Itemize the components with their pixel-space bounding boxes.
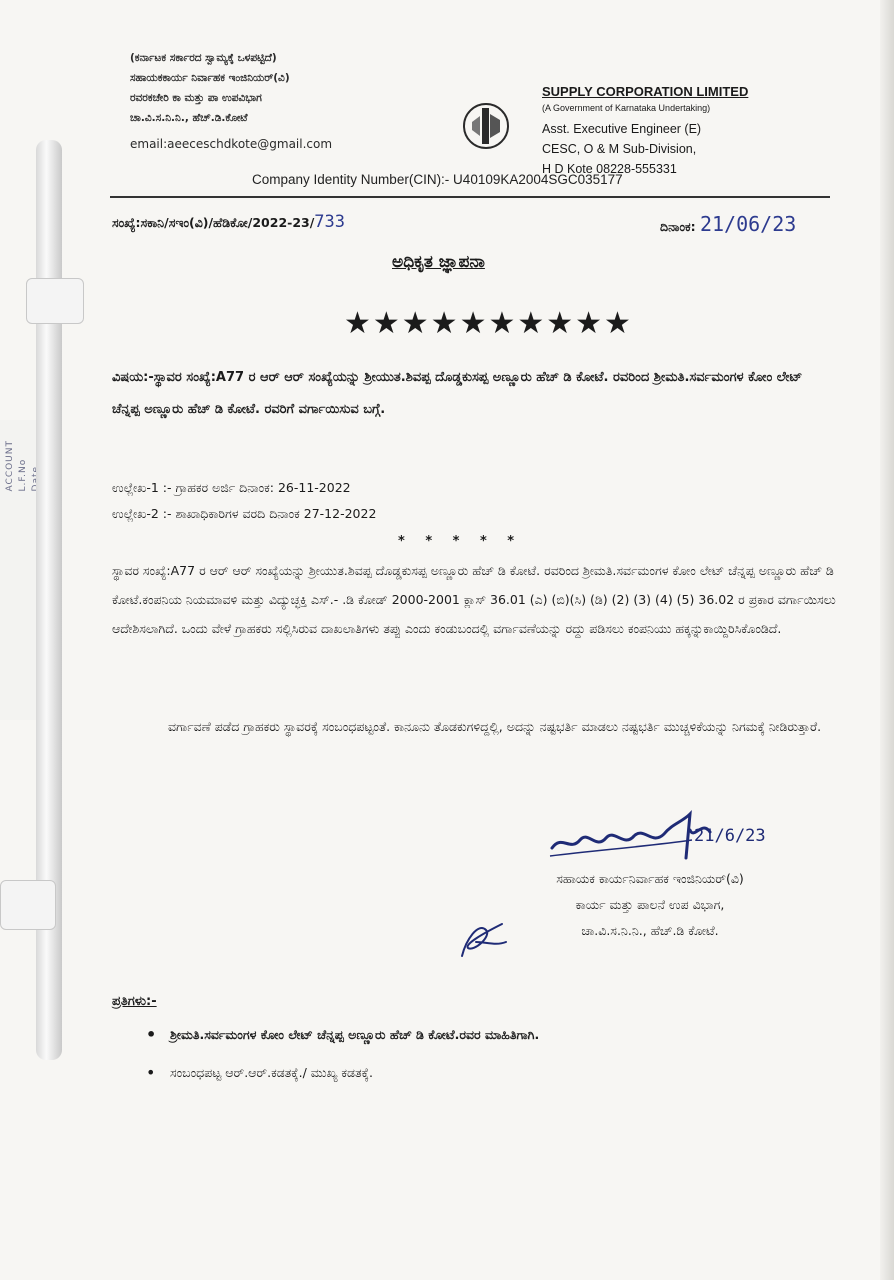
signatory-block: [490, 866, 810, 944]
document-title: ಅಧಿಕೃತ ಜ್ಞಾಪನಾ: [392, 252, 485, 272]
copies-list-item: • ಸಂಬಂಧಪಟ್ಟ ಆರ್.ಆರ್.ಕಡತಕ್ಕೆ./ ಮುಖ್ಯ ಕಡತಕ್ಕೆ.: [146, 1054, 826, 1092]
reference-line-2: ಉಲ್ಲೇಖ-2 :- ಶಾಖಾಧಿಕಾರಿಗಳ ವರದಿ ದಿನಾಂಕ 27-12-2022: [112, 506, 377, 521]
initials-scribble: [456, 912, 510, 962]
header-divider: [110, 196, 830, 198]
page-edge-shadow: [880, 0, 894, 1280]
copies-list-item: • ಶ್ರೀಮತಿ.ಸರ್ವಮಂಗಳ ಕೋಂ ಲೇಟ್ ಚೆನ್ನಪ್ಪ ಅಣ್ಣೂರು ಹೆಚ್ ಡಿ ಕೋಟೆ.ರವರ ಮಾಹಿತಿಗಾಗಿ.: [146, 1016, 826, 1054]
company-cin: Company Identity Number(CIN):- U40109KA2004SGC035177: [252, 172, 623, 187]
binder-clip-bottom: [0, 880, 56, 930]
star-divider: ★★★★★★★★★★: [344, 306, 633, 341]
letterhead-left-line: ಚಾ.ವಿ.ಸ.ನಿ.ನಿ., ಹೆಚ್.ಡಿ.ಕೋಟೆ: [130, 112, 248, 124]
date-handwritten-value: 21/06/23: [699, 212, 797, 236]
reference-line-1: ಉಲ್ಲೇಖ-1 :- ಗ್ರಾಹಕರ ಅರ್ಜಿ ದಿನಾಂಕ: 26-11-2022: [112, 480, 351, 495]
reference-handwritten-number: 733: [314, 212, 346, 232]
letterhead-right: [542, 84, 802, 179]
office-email: email:aeeceschdkote@gmail.com: [130, 137, 333, 151]
signature-handwritten-date: 21/6/23: [694, 826, 766, 846]
signatory-line: ಚಾ.ವಿ.ಸ.ನಿ.ನಿ., ಹೆಚ್.ಡಿ ಕೋಟೆ.: [581, 923, 719, 938]
reference-label: ಸಂಖ್ಯೆ:ಸಕಾನಿ/ಸಇಂ(ವಿ)/ಹೆಡಿಕೋ/2022-23/: [112, 215, 315, 230]
office-division: CESC, O & M Sub-Division,: [542, 142, 697, 156]
letterhead-left-line: ಸಹಾಯಕಕಾರ್ಯ ನಿರ್ವಾಹಕ ಇಂಜಿನಿಯರ್(ವಿ): [130, 72, 290, 84]
body-paragraph-1: ಸ್ಥಾವರ ಸಂಖ್ಯೆ:A77 ರ ಆರ್ ಆರ್ ಸಂಖ್ಯೆಯನ್ನು ಶ್ರೀಯುತ.ಶಿವಪ್ಪ ದೊಡ್ಡಕುಸಪ್ಪ ಅಣ್ಣೂರು ಹೆಚ್ ಡಿ ಕೋಟೆ. ರವರಿಂದ ಶ್ರೀಮತಿ.ಸರ್ವಮಂಗಳ ಕೋಂ ಲೇಟ್ ಚೆನ್ನಪ್ಪ ಅಣ್ಣೂರು ಹೆಚ್ ಡಿ ಕೋಟೆ.ಕಂಪನಿಯ ನಿಯಮಾವಳಿ ಮತ್ತು ವಿದ್ಯುಚ್ಛಕ್ತಿ ಎಸ್.- .ಡಿ ಕೋಡ್ 2000-2001 ಕ್ಲಾಸ್ 36.01 (ಎ) (ಬಿ)(ಸಿ) (ಡಿ) (2) (3) (4) (5) 36.02 ರ ಪ್ರಕಾರ ವರ್ಗಾಯಿಸಲು ಆದೇಶಿಸಲಾಗಿದೆ. ಒಂದು ವೇಳೆ ಗ್ರಾಹಕರು ಸಲ್ಲಿಸಿರುವ ದಾಖಲಾತಿಗಳು ತಪ್ಪು ಎಂದು ಕಂಡುಬಂದಲ್ಲಿ ವರ್ಗಾವಣೆಯನ್ನು ರದ್ದು ಪಡಿಸಲು ಕಂಪನಿಯು ಹಕ್ಕನ್ನುಕಾಯ್ದಿರಿಸಿಕೊಂಡಿದೆ.: [112, 563, 836, 636]
corporation-subtitle: (A Government of Karnataka Undertaking): [542, 103, 711, 113]
copies-heading: ಪ್ರತಿಗಳು:-: [112, 994, 157, 1009]
letterhead-left: [130, 48, 390, 154]
side-strip-line: ACCOUNT: [5, 440, 15, 492]
signatory-line: ಕಾರ್ಯ ಮತ್ತು ಪಾಲನೆ ಉಪ ವಿಭಾಗ,: [575, 897, 725, 912]
subject-text: ವಿಷಯ:-ಸ್ಥಾವರ ಸಂಖ್ಯೆ:A77 ರ ಆರ್ ಆರ್ ಸಂಖ್ಯೆಯನ್ನು ಶ್ರೀಯುತ.ಶಿವಪ್ಪ ದೊಡ್ಡಕುಸಪ್ಪ ಅಣ್ಣೂರು ಹೆಚ್ ಡಿ ಕೋಟೆ. ರವರಿಂದ ಶ್ರೀಮತಿ.ಸರ್ವಮಂಗಳ ಕೋಂ ಲೇಟ್ ಚೆನ್ನಪ್ಪ ಅಣ್ಣೂರು ಹೆಚ್ ಡಿ ಕೋಟೆ. ರವರಿಗೆ ವರ್ಗಾಯಿಸುವ ಬಗ್ಗೆ.: [112, 370, 803, 417]
binder-clip-top: [26, 278, 84, 324]
signatory-line: ಸಹಾಯಕ ಕಾರ್ಯನಿರ್ವಾಹಕ ಇಂಜಿನಿಯರ್(ವಿ): [556, 871, 744, 886]
reference-number: [112, 212, 345, 232]
company-logo-icon: [460, 100, 512, 152]
date-label: ದಿನಾಂಕ:: [660, 219, 696, 234]
body-paragraph-2: ವರ್ಗಾವಣೆ ಪಡೆದ ಗ್ರಾಹಕರು ಸ್ಥಾವರಕ್ಕೆ ಸಂಬಂಧಪಟ್ಟಂತೆ. ಕಾನೂನು ತೊಡಕುಗಳಿದ್ದಲ್ಲಿ, ಅದನ್ನು ನಷ್ಟಭರ್ತಿ ಮಾಡಲು ನಷ್ಟಭರ್ತಿ ಮುಚ್ಚಳಿಕೆಯನ್ನು ನಿಗಮಕ್ಕೆ ನೀಡಿರುತ್ತಾರೆ.: [168, 719, 822, 734]
corporation-name: SUPPLY CORPORATION LIMITED: [542, 84, 749, 99]
copies-list: [146, 1016, 826, 1092]
office-designation: Asst. Executive Engineer (E): [542, 122, 702, 136]
letterhead-left-line: ರವರಕಚೇರಿ ಕಾ ಮತ್ತು ಪಾ ಉಪವಿಭಾಗ: [130, 92, 262, 104]
side-strip-line: L.F.No: [18, 458, 28, 492]
small-star-divider: * * * * *: [398, 534, 523, 549]
letterhead-left-line: (ಕರ್ನಾಟಕ ಸರ್ಕಾರದ ಸ್ವಾಮ್ಯಕ್ಕೆ ಒಳಪಟ್ಟಿದೆ): [130, 52, 277, 64]
office-phone: H D Kote 08228-555331: [542, 162, 677, 176]
letter-date: [660, 212, 796, 236]
